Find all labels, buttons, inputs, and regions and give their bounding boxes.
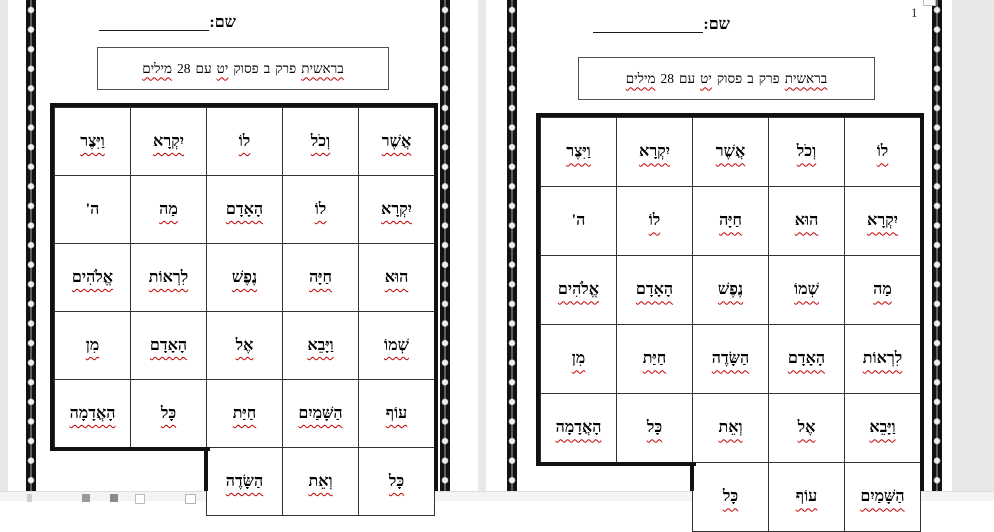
film-strip-border-icon [440, 0, 450, 491]
name-blank-line [593, 16, 703, 33]
table-border [50, 447, 210, 451]
word-cell [206, 447, 283, 516]
word-cell [692, 462, 769, 532]
hebrew-word: הָאָדָם [635, 281, 674, 299]
title-word: ב [263, 60, 271, 76]
name-label: שם: [703, 16, 730, 33]
title-word: פרק [275, 60, 297, 76]
word-cell [130, 243, 207, 312]
title-word: יט [216, 60, 229, 76]
hebrew-word: חַיַּת [642, 350, 667, 368]
table-border [50, 103, 54, 451]
word-cell [768, 393, 845, 463]
word-cell [54, 311, 131, 380]
hebrew-word: יִקְרָא [381, 200, 412, 218]
word-cell [206, 379, 283, 448]
word-cell [540, 117, 617, 187]
word-cell [358, 107, 435, 176]
hebrew-word: נֶפֶשׁ [231, 268, 258, 286]
icon-fragment[interactable] [27, 494, 32, 502]
title-word: מילים [625, 70, 656, 86]
hebrew-word: מַה [159, 200, 178, 218]
table-border [920, 113, 924, 491]
title-word: 28 [660, 70, 675, 86]
word-cell [616, 324, 693, 394]
word-cell [54, 175, 131, 244]
hebrew-word: כָּל [646, 419, 663, 437]
word-cell [768, 186, 845, 256]
hebrew-word: וְכֹל [796, 143, 817, 161]
title-word: יט [700, 70, 712, 86]
name-field-row [99, 14, 236, 31]
film-strip-border-icon [507, 0, 517, 491]
word-cell [616, 117, 693, 187]
title-word: פסוק [233, 60, 259, 76]
word-grid [50, 103, 438, 491]
hebrew-word: לִרְאוֹת [148, 268, 189, 286]
word-cell [692, 324, 769, 394]
icon-fragment[interactable] [135, 494, 145, 504]
word-cell [282, 379, 359, 448]
word-cell [54, 243, 131, 312]
hebrew-word: אֲשֶׁר [381, 132, 412, 150]
worksheet-page-1 [8, 0, 478, 491]
hebrew-word: לִרְאוֹת [862, 350, 903, 368]
hebrew-word: הַשָּׁמַיִם [298, 404, 343, 422]
word-cell [130, 175, 207, 244]
word-cell [54, 379, 131, 448]
word-cell [692, 255, 769, 325]
hebrew-word: הוּא [384, 268, 409, 286]
word-cell [692, 186, 769, 256]
hebrew-word: אֲשֶׁר [715, 143, 746, 161]
hebrew-word: וַיִּצֶר [566, 143, 591, 161]
hebrew-word: הָאָדָם [149, 336, 188, 354]
icon-fragment[interactable] [110, 494, 118, 502]
title-word: עם [195, 60, 212, 76]
hebrew-word: הַשָּׂדֶה [711, 350, 750, 368]
title-word: עם [679, 70, 696, 86]
worksheet-title-box [578, 57, 875, 100]
hebrew-word: וַיִּצֶר [80, 132, 105, 150]
page-number: 1 [911, 5, 918, 20]
word-cell [130, 107, 207, 176]
hebrew-word: הוּא [794, 212, 819, 230]
hebrew-word: חַיָּה [719, 212, 742, 230]
hebrew-word: יִקְרָא [639, 143, 670, 161]
word-cell [768, 117, 845, 187]
title-word: בראשית [784, 70, 828, 86]
worksheet-title-box [97, 47, 389, 90]
hebrew-word: אֱלֹהִים [557, 281, 600, 299]
word-cell [358, 243, 435, 312]
hebrew-word: אֱלֹהִים [71, 268, 114, 286]
word-cell [282, 175, 359, 244]
hebrew-word: לוֹ [648, 212, 661, 230]
hebrew-word: יִקְרָא [867, 212, 898, 230]
hebrew-word: כָּל [160, 404, 177, 422]
word-cell [692, 117, 769, 187]
word-cell [768, 255, 845, 325]
hebrew-word: נֶפֶשׁ [717, 281, 744, 299]
hebrew-word: אֶל [235, 336, 254, 354]
film-strip-border-icon [26, 0, 36, 491]
hebrew-word: הָאֲדָמָה [555, 419, 602, 437]
worksheet-page-2 [486, 0, 952, 506]
title-word: מילים [142, 60, 173, 76]
word-cell [540, 186, 617, 256]
hebrew-word: וְכֹל [310, 132, 331, 150]
word-cell [768, 462, 845, 532]
hebrew-word: וַיָּבֵא [307, 336, 334, 354]
word-cell [130, 311, 207, 380]
title-word: בראשית [301, 60, 344, 76]
hebrew-word: הָאָדָם [225, 200, 264, 218]
hebrew-word: וְאֵת [308, 472, 333, 490]
table-border [536, 462, 696, 466]
word-cell [358, 311, 435, 380]
word-cell [282, 107, 359, 176]
word-grid [536, 113, 924, 506]
hebrew-word: הָאֲדָמָה [69, 404, 116, 422]
word-cell [844, 117, 921, 187]
hebrew-word: כָּל [388, 472, 405, 490]
title-word: 28 [177, 60, 191, 76]
icon-fragment[interactable] [82, 494, 90, 502]
word-cell [206, 107, 283, 176]
hebrew-word: עוֹף [795, 488, 818, 506]
table-border [536, 113, 540, 466]
table-border [434, 103, 438, 491]
icon-fragment[interactable] [185, 494, 196, 504]
hebrew-word: מִן [571, 350, 586, 368]
selection-handle [923, 0, 936, 6]
word-cell [206, 243, 283, 312]
film-strip-border-icon [932, 0, 942, 491]
table-border [204, 447, 208, 491]
hebrew-word: הַשָּׂדֶה [225, 472, 264, 490]
hebrew-word: שְׁמוֹ [794, 281, 819, 299]
word-cell [616, 393, 693, 463]
word-cell [844, 393, 921, 463]
name-blank-line [99, 14, 209, 31]
word-cell [616, 255, 693, 325]
name-label: שם: [209, 14, 236, 31]
word-cell [358, 447, 435, 516]
hebrew-word: ה' [85, 200, 100, 218]
hebrew-word: לוֹ [238, 132, 251, 150]
word-cell [282, 243, 359, 312]
word-cell [206, 175, 283, 244]
word-cell [282, 311, 359, 380]
word-cell [844, 186, 921, 256]
word-cell [540, 393, 617, 463]
word-cell [130, 379, 207, 448]
hebrew-word: מִן [85, 336, 100, 354]
word-cell [358, 175, 435, 244]
hebrew-word: עוֹף [385, 404, 408, 422]
word-cell [844, 324, 921, 394]
hebrew-word: הָאָדָם [787, 350, 826, 368]
word-cell [768, 324, 845, 394]
hebrew-word: כָּל [722, 488, 739, 506]
hebrew-word: לוֹ [314, 200, 327, 218]
word-cell [358, 379, 435, 448]
hebrew-word: חַיַּת [232, 404, 257, 422]
hebrew-word: וַיָּבֵא [869, 419, 896, 437]
word-cell [540, 255, 617, 325]
word-cell [692, 393, 769, 463]
title-word: פרק [758, 70, 780, 86]
table-border [50, 103, 438, 107]
table-border [536, 113, 924, 117]
title-word: ב [747, 70, 754, 86]
hebrew-word: חַיָּה [309, 268, 332, 286]
hebrew-word: לוֹ [876, 143, 889, 161]
hebrew-word: הַשָּׁמַיִם [860, 488, 905, 506]
hebrew-word: שְׁמוֹ [384, 336, 409, 354]
hebrew-word: יִקְרָא [153, 132, 184, 150]
hebrew-word: אֶל [797, 419, 816, 437]
name-field-row [593, 16, 730, 33]
word-cell [540, 324, 617, 394]
word-cell [844, 255, 921, 325]
title-word: פסוק [716, 70, 743, 86]
word-cell [282, 447, 359, 516]
hebrew-word: וְאֵת [718, 419, 743, 437]
word-cell [206, 311, 283, 380]
word-cell [616, 186, 693, 256]
word-cell [54, 107, 131, 176]
hebrew-word: מַה [873, 281, 892, 299]
table-border [690, 462, 694, 491]
hebrew-word: ה' [571, 212, 586, 230]
word-cell [844, 462, 921, 532]
